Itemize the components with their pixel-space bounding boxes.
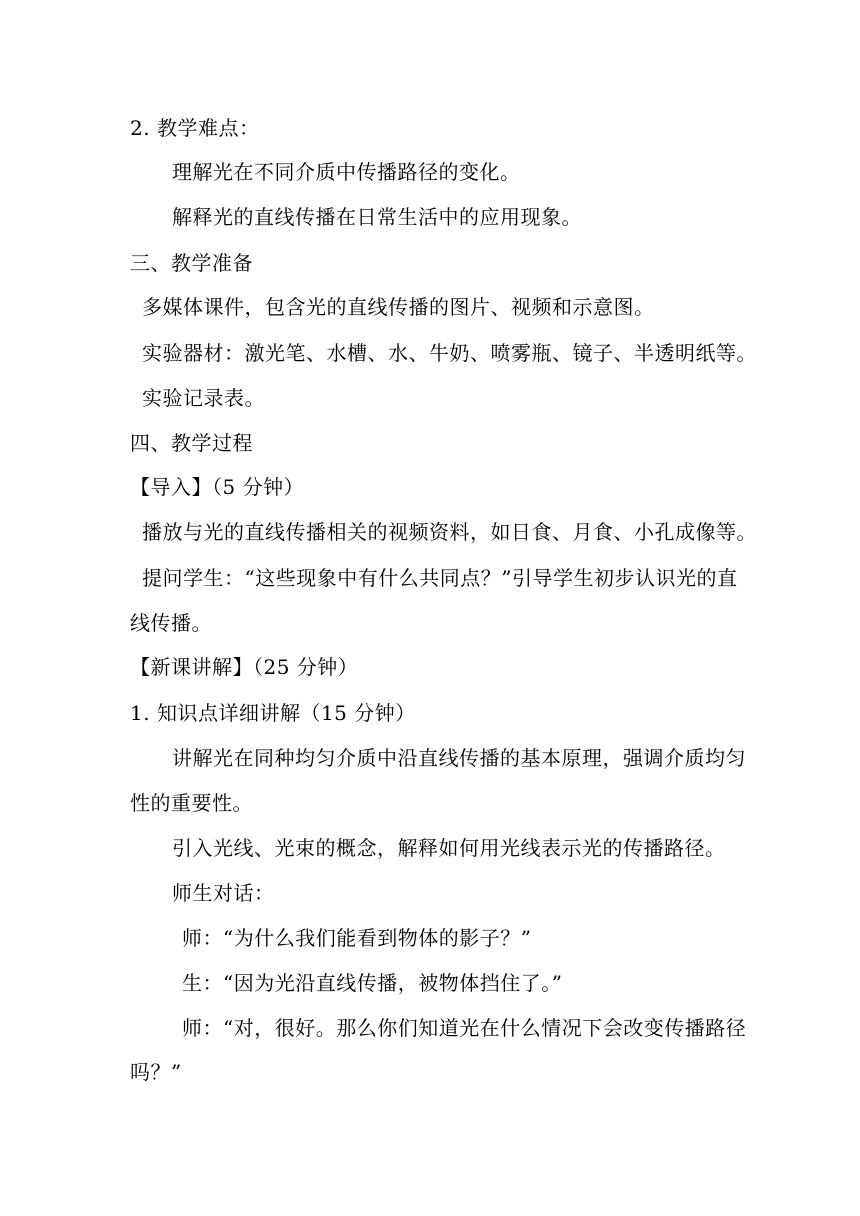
dialogue-line: 生：“因为光沿直线传播，被物体挡住了。” <box>182 971 563 995</box>
dialogue-line: 师：“为什么我们能看到物体的影子？” <box>182 926 532 950</box>
paragraph-line: 解释光的直线传播在日常生活中的应用现象。 <box>172 205 582 229</box>
paragraph-line: 引入光线、光束的概念，解释如何用光线表示光的传播路径。 <box>172 836 726 860</box>
subheading-introduction: 【导入】（5 分钟） <box>130 475 305 499</box>
paragraph-line: 实验器材：激光笔、水槽、水、牛奶、喷雾瓶、镜子、半透明纸等。 <box>142 341 757 365</box>
paragraph-line: 实验记录表。 <box>142 386 265 410</box>
paragraph-line: 多媒体课件，包含光的直线传播的图片、视频和示意图。 <box>142 295 655 319</box>
dialogue-line: 吗？” <box>130 1060 182 1084</box>
paragraph-line: 提问学生：“这些现象中有什么共同点？”引导学生初步认识光的直 <box>142 566 738 590</box>
heading-teaching-difficulties: 2. 教学难点： <box>130 116 260 140</box>
paragraph-line: 线传播。 <box>130 611 212 635</box>
subheading-knowledge-points: 1. 知识点详细讲解（15 分钟） <box>130 701 416 725</box>
paragraph-line: 师生对话： <box>172 881 275 905</box>
subheading-new-lesson: 【新课讲解】（25 分钟） <box>130 655 359 679</box>
section-heading-preparation: 三、教学准备 <box>130 251 253 275</box>
paragraph-line: 播放与光的直线传播相关的视频资料，如日食、月食、小孔成像等。 <box>142 520 757 544</box>
paragraph-line: 性的重要性。 <box>130 791 253 815</box>
paragraph-line: 讲解光在同种均匀介质中沿直线传播的基本原理，强调介质均匀 <box>172 746 746 770</box>
paragraph-line: 理解光在不同介质中传播路径的变化。 <box>172 160 521 184</box>
dialogue-line: 师：“对，很好。那么你们知道光在什么情况下会改变传播路径 <box>182 1016 747 1040</box>
section-heading-process: 四、教学过程 <box>130 431 253 455</box>
